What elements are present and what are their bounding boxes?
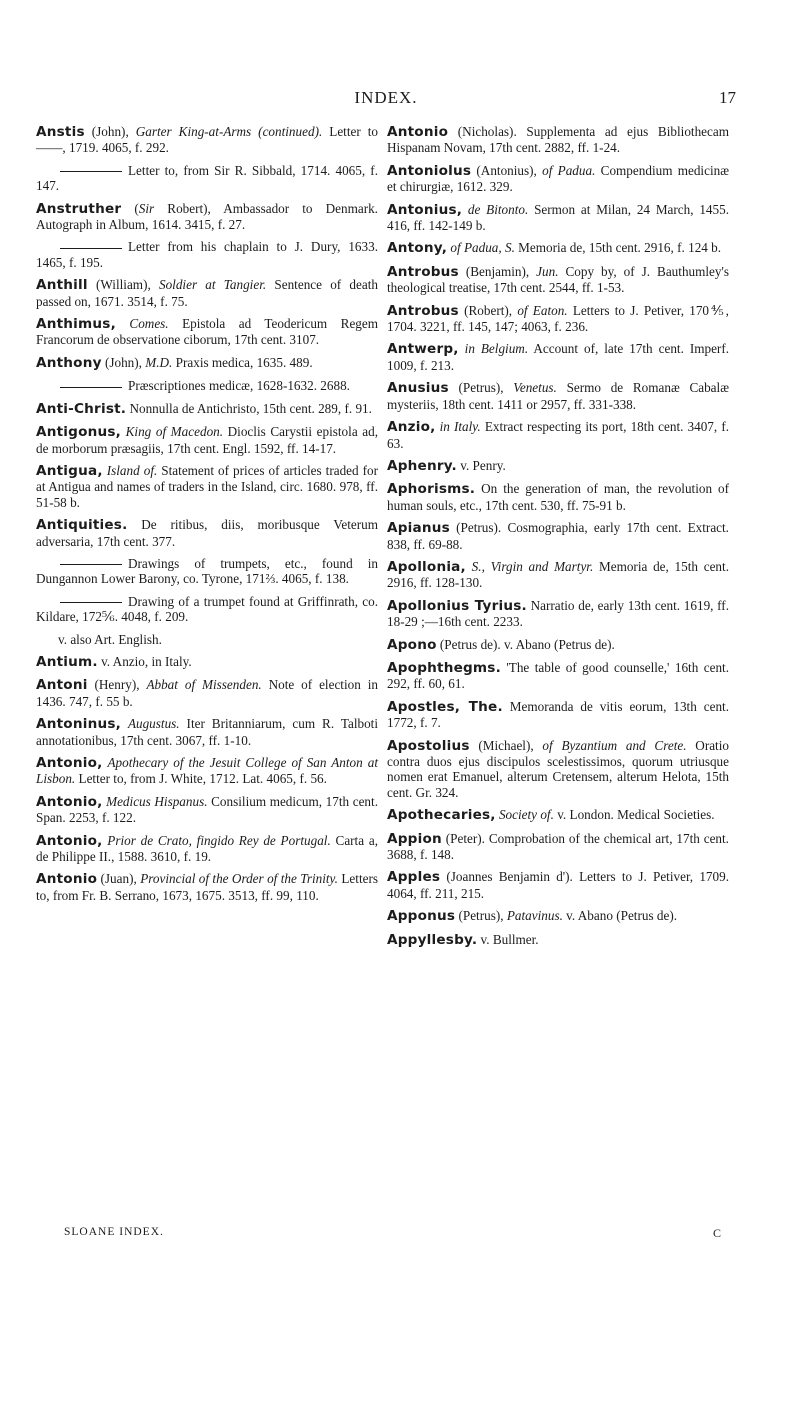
entry-qualifier: M.D. <box>145 354 173 370</box>
entry-description: Letters to J. Petiver, 1709. 4064, ff. 211, 215. <box>387 869 729 901</box>
index-entry <box>36 517 378 549</box>
index-entry <box>36 355 378 371</box>
index-entry <box>36 755 378 787</box>
index-entry <box>36 463 378 510</box>
entry-heading: Aphenry. <box>387 457 457 474</box>
entry-heading: Apono <box>387 636 437 653</box>
entry-heading: Antonius, <box>387 201 463 218</box>
entry-heading: Antonio, <box>36 755 103 771</box>
entry-heading: Aphorisms. <box>387 481 476 498</box>
index-entry <box>36 716 378 748</box>
entry-heading: Antoniolus <box>387 162 472 179</box>
entry-description: v. Abano (Petrus de). <box>562 908 678 924</box>
entry-name-detail <box>116 316 129 331</box>
index-entry <box>387 637 729 653</box>
subentry-text: Drawings of trumpets, etc., found in Dungannon Lower Barony, co. Tyrone, 171⅔. 4065, f. 138. <box>36 555 378 587</box>
entry-description: Sermo de Romanæ Cabalæ mysteriis, 18th cent. 1411 or 2957, ff. 331-338. <box>387 380 729 412</box>
page-number: 17 <box>719 88 736 107</box>
index-entry <box>36 833 378 865</box>
index-entry <box>36 401 378 417</box>
entry-heading: Antigonus, <box>36 424 122 441</box>
entry-heading: Apothecaries, <box>387 807 496 824</box>
entry-description: Praxis medica, 1635. 489. <box>172 354 313 370</box>
entry-description: Dioclis Carystii epistola ad, de morborum præsagiis, 17th cent. Engl. 1592, ff. 14-17. <box>36 424 378 456</box>
index-entry <box>387 807 729 823</box>
index-entry <box>387 520 729 552</box>
entry-heading: Antwerp, <box>387 341 459 358</box>
index-subentry <box>36 239 378 270</box>
entry-heading: Antoni <box>36 677 88 694</box>
index-entry <box>387 303 729 335</box>
entry-heading: Apples <box>387 869 441 886</box>
entry-description: Narratio de, early 13th cent. 1619, ff. 18-29 ;—16th cent. 2233. <box>387 597 729 630</box>
index-entry <box>387 458 729 474</box>
index-column-left <box>36 124 378 910</box>
entry-description: Comprobation of the chemical art, 17th cent. 3688, f. 148. <box>387 830 729 863</box>
entry-heading: Apostles, The. <box>387 698 503 715</box>
entry-qualifier: de Bitonto. <box>467 201 529 217</box>
entry-name-detail: (Antonius), <box>471 162 543 178</box>
entry-description: De ritibus, diis, moribusque Veterum adversaria, 17th cent. 377. <box>36 517 378 549</box>
entry-heading: Apostolius <box>387 737 470 754</box>
entry-description: Statement of prices of articles traded for at Antigua and names of traders in the Island, circ. 1680. 978, ff. 51-58 b. <box>36 462 378 510</box>
entry-name-detail: (Peter). <box>441 830 489 846</box>
entry-qualifier: Society of. <box>498 807 554 823</box>
index-entry <box>36 677 378 709</box>
index-entry <box>387 699 729 731</box>
entry-heading: Antium. <box>36 653 98 670</box>
entry-heading: Antrobus <box>387 302 459 319</box>
index-entry <box>36 316 378 348</box>
entry-name-detail: (Petrus), <box>455 908 507 924</box>
ditto-rule <box>60 564 122 565</box>
entry-qualifier: Medicus Hispanus. <box>106 793 208 809</box>
entry-description: v. Abano (Petrus de). <box>504 636 615 652</box>
entry-qualifier: Sir <box>138 200 155 216</box>
entry-name-detail: (John), <box>101 354 146 370</box>
index-entry <box>387 380 729 412</box>
entry-description: Letter to, from J. White, 1712. Lat. 4065, f. 56. <box>75 771 327 787</box>
entry-heading: Apollonia, <box>387 558 466 575</box>
entry-qualifier: Prior de Crato, fingido Rey de Portugal. <box>107 832 331 848</box>
entry-heading: Antonio <box>36 871 98 888</box>
index-entry <box>387 481 729 513</box>
entry-qualifier: Augustus. <box>127 716 180 732</box>
entry-heading: Anzio, <box>387 419 436 436</box>
entry-name-detail: (Henry), <box>87 677 147 693</box>
index-subentry <box>36 594 378 625</box>
entry-qualifier: of Byzantium and Crete. <box>542 737 687 753</box>
entry-description: Memoria de, 15th cent. 2916, f. 124 b. <box>514 240 722 256</box>
entry-name-detail: (Petrus de). <box>436 636 504 652</box>
index-entry <box>36 871 378 903</box>
entry-heading: Apianus <box>387 520 450 537</box>
entry-heading: Apophthegms. <box>387 659 501 676</box>
index-entry <box>387 163 729 195</box>
entry-heading: Apollonius Tyrius. <box>387 597 527 614</box>
subentry-text: Letter from his chaplain to J. Dury, 1633. 1465, f. 195. <box>36 239 378 270</box>
entry-qualifier: Jun. <box>536 263 559 279</box>
entry-heading: Anthill <box>36 277 88 294</box>
subentry-text: Letter to, from Sir R. Sibbald, 1714. 4065, f. 147. <box>36 162 378 194</box>
entry-description: Note of election in 1436. 747, f. 55 b. <box>36 677 378 709</box>
ditto-rule <box>60 248 122 249</box>
entry-name-detail: (Joannes Benjamin d'). <box>440 869 580 885</box>
entry-name-detail: (Robert), <box>458 302 518 318</box>
entry-description: v. Bullmer. <box>477 931 539 947</box>
index-entry <box>36 124 378 156</box>
entry-qualifier: of Padua, S. <box>450 240 515 256</box>
entry-name-detail: (Petrus), <box>448 380 514 396</box>
index-entry <box>387 660 729 692</box>
entry-heading: Anthimus, <box>36 316 116 333</box>
entry-description: Nonnulla de Antichristo, 15th cent. 289, f. 91. <box>126 400 372 416</box>
entry-description: Carta a, de Philippe II., 1588. 3610, f. 19. <box>36 832 378 865</box>
entry-description: On the generation of man, the revolution of human souls, etc., 17th cent. 530, ff. 75-91 b. <box>387 481 729 513</box>
index-entry <box>387 559 729 591</box>
index-entry <box>36 654 378 670</box>
index-subentry <box>36 163 378 194</box>
index-entry <box>387 240 729 256</box>
entry-heading: Anusius <box>387 380 449 397</box>
entry-name-detail: (Petrus). <box>449 520 508 536</box>
subentry-text: Drawing of a trumpet found at Griffinrath, co. Kildare, 172⅚. 4048, f. 209. <box>36 593 378 625</box>
index-entry <box>387 908 729 924</box>
index-entry <box>387 831 729 863</box>
entry-name-detail: (William), <box>87 277 159 293</box>
entry-description: Letter to ——, 1719. 4065, f. 292. <box>36 124 378 156</box>
entry-heading: Anthony <box>36 354 102 371</box>
entry-qualifier: Comes. <box>129 316 169 332</box>
index-entry <box>36 424 378 456</box>
index-entry <box>36 277 378 309</box>
entry-heading: Antonio, <box>36 832 103 849</box>
entry-heading: Antonio <box>387 124 449 140</box>
entry-name-detail: (Michael), <box>469 737 543 753</box>
ditto-rule <box>60 171 122 172</box>
entry-name-detail: (Benjamin), <box>458 263 537 279</box>
index-entry <box>36 794 378 826</box>
entry-qualifier: S., Virgin and Martyr. <box>471 558 594 574</box>
entry-description: Cosmographia, early 17th cent. Extract. 838, ff. 69-88. <box>387 520 729 552</box>
entry-heading: Appyllesby. <box>387 931 478 948</box>
index-entry <box>387 202 729 234</box>
entry-heading: Antonio, <box>36 793 103 810</box>
entry-qualifier: Garter King-at-Arms (continued). <box>135 124 323 139</box>
cross-reference-text: v. also Art. English. <box>58 631 162 647</box>
index-entry <box>36 201 378 233</box>
entry-description: Oratio contra duos ejus discipulos scelestissimos, quorum utriusque nomen erat Emanuel, alterum Cretensem, alterum Helota, 15th cent. Gr. 324. <box>387 737 729 800</box>
index-entry <box>387 869 729 901</box>
entry-description: Sentence of death passed on, 1671. 3514, f. 75. <box>36 277 378 309</box>
entry-qualifier: Abbat of Missenden. <box>146 677 262 693</box>
index-entry <box>387 341 729 373</box>
entry-heading: Antigua, <box>36 462 103 479</box>
signature-mark: SLOANE INDEX. <box>64 1226 164 1238</box>
running-title: INDEX. <box>354 88 418 107</box>
cross-reference <box>58 632 378 647</box>
entry-heading: Appion <box>387 830 442 847</box>
entry-description: 'The table of good counselle,' 16th cent. 292, ff. 60, 61. <box>387 659 729 692</box>
entry-qualifier: Patavinus. <box>506 908 563 924</box>
subentry-text: Præscriptiones medicæ, 1628-1632. 2688. <box>128 378 350 394</box>
entry-heading: Anstruther <box>36 200 122 217</box>
entry-name-detail: (John), <box>84 124 136 139</box>
entry-heading: Antiquities. <box>36 517 128 534</box>
ditto-rule <box>60 387 122 388</box>
entry-heading: Apponus <box>387 908 456 925</box>
index-column-right <box>387 124 729 955</box>
gathering-letter: C <box>713 1226 722 1240</box>
entry-description: Compendium medicinæ et chirurgiæ, 1612. 329. <box>387 162 729 195</box>
index-entry <box>387 264 729 296</box>
entry-qualifier: in Italy. <box>439 419 481 435</box>
page-header <box>36 88 736 112</box>
entry-description: Extract respecting its port, 18th cent. 3407, f. 63. <box>387 419 730 451</box>
entry-heading: Anti-Christ. <box>36 400 127 417</box>
entry-qualifier: of Padua. <box>542 162 596 178</box>
entry-heading: Antrobus <box>387 263 459 280</box>
entry-description: v. London. Medical Societies. <box>553 807 715 823</box>
index-entry <box>387 124 729 156</box>
entry-description: Sermon at Milan, 24 March, 1455. 416, ff. 142-149 b. <box>387 201 730 234</box>
entry-qualifier: Island of. <box>106 462 158 478</box>
entry-qualifier: in Belgium. <box>464 341 529 357</box>
entry-name-detail: ( <box>121 200 139 216</box>
entry-qualifier: of Eaton. <box>517 302 568 318</box>
index-subentry <box>36 378 378 393</box>
ditto-rule <box>60 602 122 603</box>
index-entry <box>387 419 729 451</box>
entry-qualifier: Apothecary of the Jesuit College of San Anton at Lisbon. <box>36 755 379 787</box>
entry-qualifier: Venetus. <box>513 380 557 396</box>
entry-qualifier: King of Macedon. <box>125 424 224 440</box>
entry-description: Copy by, of J. Bauthumley's theological treatise, 17th cent. 2544, ff. 1-53. <box>387 263 730 296</box>
entry-description: Epistola ad Teodericum Regem Francorum de observatione ciborum, 17th cent. 3107. <box>36 316 379 348</box>
entry-description: Robert), Ambassador to Denmark. Autograph in Album, 1614. 3415, f. 27. <box>36 200 378 233</box>
entry-description: Letters to J. Petiver, 170⅘, 1704. 3221, ff. 145, 147; 4063, f. 236. <box>387 302 729 335</box>
index-entry <box>387 738 729 801</box>
entry-description: v. Penry. <box>456 457 506 473</box>
entry-description: Memoria de, 15th cent. 2916, ff. 128-130. <box>387 558 729 591</box>
entry-name-detail <box>121 716 128 731</box>
index-entry <box>387 932 729 948</box>
entry-description: Memoranda de vitis eorum, 13th cent. 1772, f. 7. <box>387 698 729 731</box>
entry-description: Letters to, from Fr. B. Serrano, 1673, 1675. 3513, ff. 99, 110. <box>36 871 378 903</box>
entry-description: Iter Britanniarum, cum R. Talboti annotationibus, 17th cent. 3067, ff. 1-10. <box>36 716 378 748</box>
entry-name-detail: (Nicholas). <box>448 124 517 139</box>
entry-qualifier: Provincial of the Order of the Trinity. <box>140 871 338 887</box>
entry-description: v. Anzio, in Italy. <box>97 653 192 669</box>
index-entry <box>387 598 729 630</box>
entry-heading: Antony, <box>387 240 448 257</box>
entry-description: Account of, late 17th cent. Imperf. 1009, f. 213. <box>387 341 730 373</box>
entry-heading: Anstis <box>36 124 85 140</box>
entry-name-detail: (Juan), <box>97 871 141 887</box>
entry-qualifier: Soldier at Tangier. <box>158 277 267 293</box>
entry-description: Consilium medicum, 17th cent. Span. 2253, f. 122. <box>36 793 378 826</box>
index-subentry <box>36 556 378 587</box>
entry-description: Supplementa ad ejus Bibliothecam Hispanam Novam, 17th cent. 2882, ff. 1-24. <box>387 124 729 156</box>
entry-heading: Antoninus, <box>36 716 121 733</box>
